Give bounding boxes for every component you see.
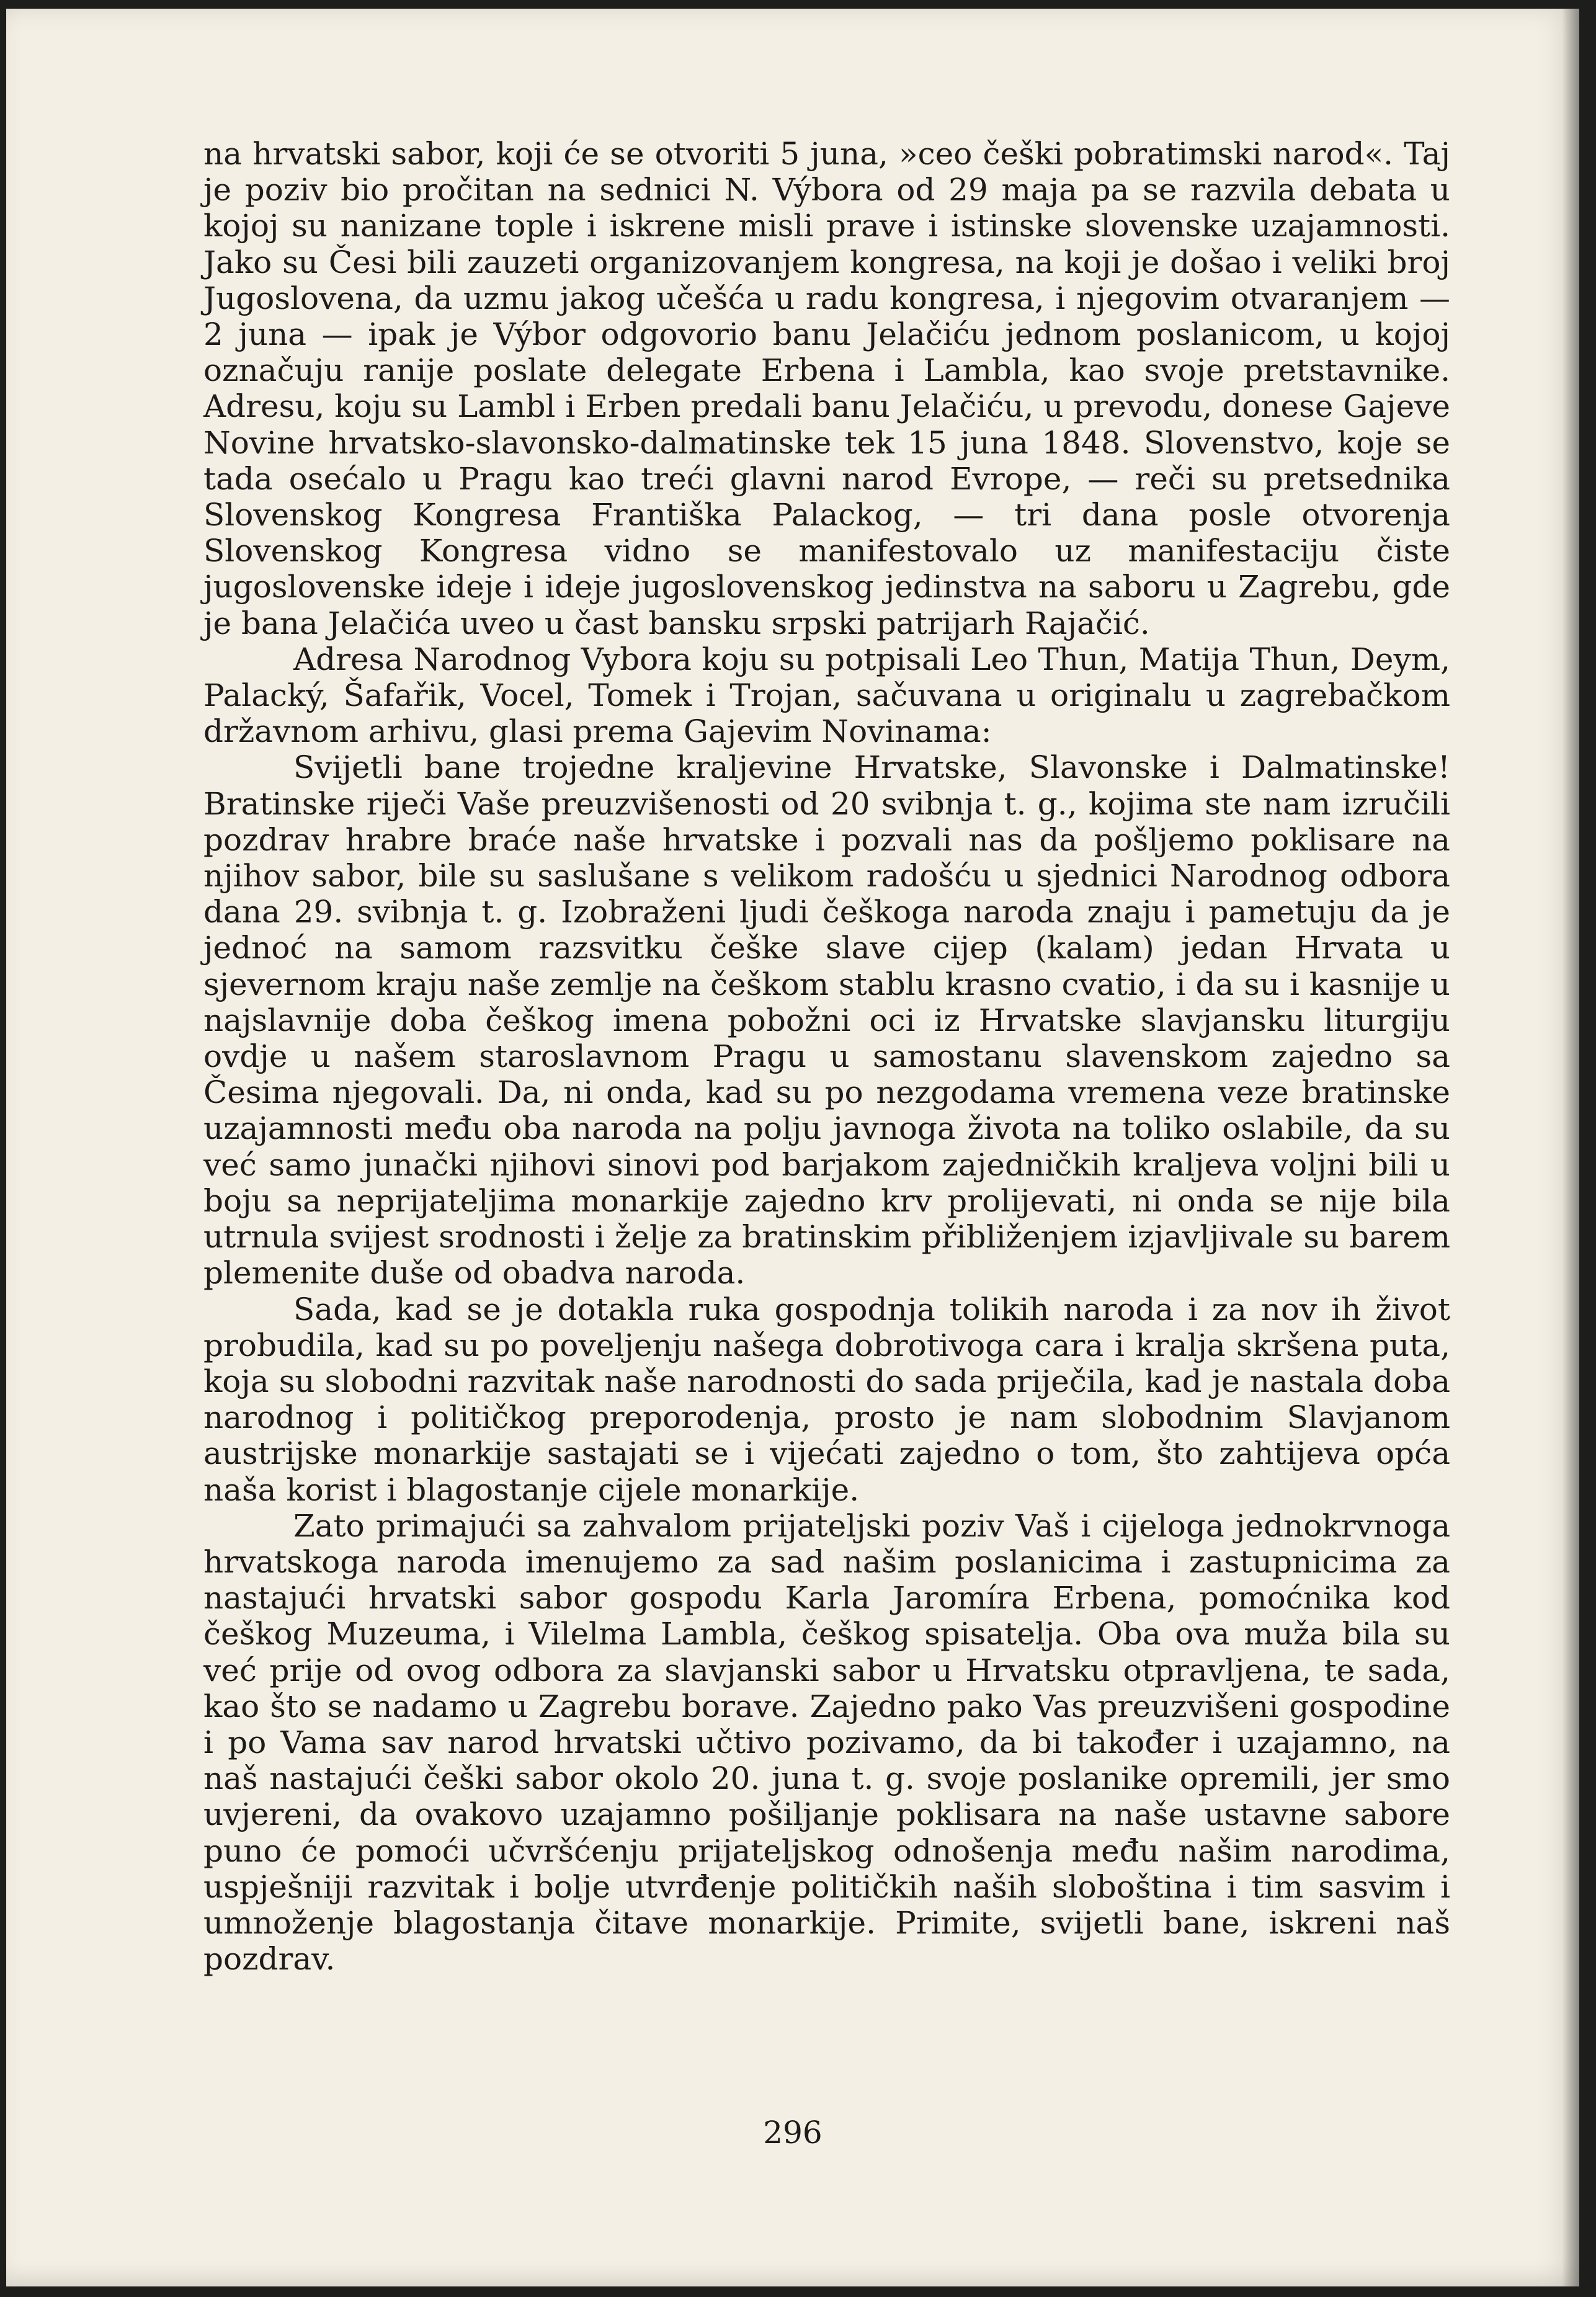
- page-number: 296: [763, 2115, 823, 2151]
- paragraph-continuation: na hrvatski sabor, koji će se otvoriti 5 juna, »ceo češki pobratimski narod«. Taj je poziv bio pročitan na sednici N. Výbora od 29 maja pa se razvila debata u kojoj su nanizane tople i iskrene misli prave i istinske slovenske uzajamnosti. Jako su Česi bili zauzeti organizovanjem kongresa, na koji je došao i veliki broj Jugoslovena, da uzmu jakog učešća u radu kongresa, i njegovim otvaranjem — 2 juna — ipak je Výbor odgovorio banu Jelačiću jednom poslanicom, u kojoj označuju ranije poslate delegate Erbena i Lambla, kao svoje pretstavnike. Adresu, koju su Lambl i Erben predali banu Jelačiću, u prevodu, donese Gajeve Novine hrvatsko-slavonsko-dalmatinske tek 15 juna 1848. Slovenstvo, koje se tada osećalo u Pragu kao treći glavni narod Evrope, — reči su pretsednika Slovenskog Kongresa Františka Palackog, — tri dana posle otvorenja Slovenskog Kongresa vidno se manifestovalo uz manifestaciju čiste jugoslovenske ideje i ideje jugoslovenskog jedinstva na saboru u Zagrebu, gde je bana Jelačića uveo u čast bansku srpski patrijarh Rajačić.: [203, 136, 1450, 641]
- book-page: [6, 9, 1579, 2286]
- page-spine-shadow: [1562, 9, 1579, 2286]
- paragraph-letter-greeting: Svijetli bane trojedne kraljevine Hrvatske, Slavonske i Dalmatinske! Bratinske riječi Vaše preuzvišenosti od 20 svibnja t. g., kojima ste nam izručili pozdrav hrabre braće naše hrvatske i pozvali nas da pošljemo poklisare na njihov sabor, bile su saslušane s velikom radošću u sjednici Narodnog odbora dana 29. svibnja t. g. Izobraženi ljudi češkoga naroda znaju i pametuju da je jednoć na samom razsvitku češke slave cijep (kalam) jedan Hrvata u sjevernom kraju naše zemlje na češkom stablu krasno cvatio, i da su i kasnije u najslavnije doba češkog imena pobožni oci iz Hrvatske slavjansku liturgiju ovdje u našem staroslavnom Pragu u samostanu slavenskom zajedno sa Česima njegovali. Da, ni onda, kad su po nezgodama vremena veze bratinske uzajamnosti među oba naroda na polju javnoga života na toliko oslabile, da su već samo junački njihovi sinovi pod barjakom zajedničkih kraljeva voljni bili u boju sa neprijateljima monarkije zajedno krv prolijevati, ni onda se nije bila utrnula svijest srodnosti i želje za bratinskim přibliženjem izjavljivale su barem plemenite duše od obadva naroda.: [203, 749, 1450, 1291]
- body-text: [203, 136, 1450, 1977]
- paragraph-letter-sada: Sada, kad se je dotakla ruka gospodnja tolikih naroda i za nov ih život probudila, kad su po poveljenju našega dobrotivoga cara i kralja skršena puta, koja su slobodni razvitak naše narodnosti do sada priječila, kad je nastala doba narodnog i političkog preporodenja, prosto je nam slobodnim Slavjanom austrijske monarkije sastajati se i vijećati zajedno o tom, što zahtijeva opća naša korist i blagostanje cijele monarkije.: [203, 1291, 1450, 1508]
- paragraph-adresa-intro: Adresa Narodnog Vybora koju su potpisali Leo Thun, Matija Thun, Deym, Palacký, Šafařik, Vocel, Tomek i Trojan, sačuvana u originalu u zagrebačkom državnom arhivu, glasi prema Gajevim Novinama:: [203, 641, 1450, 750]
- paragraph-letter-zato: Zato primajući sa zahvalom prijateljski poziv Vaš i cijeloga jednokrvnoga hrvatskoga naroda imenujemo za sad našim poslanicima i zastupnicima za nastajući hrvatski sabor gospodu Karla Jaromíra Erbena, pomoćnika kod češkog Muzeuma, i Vilelma Lambla, češkog spisatelja. Oba ova muža bila su već prije od ovog odbora za slavjanski sabor u Hrvatsku otpravljena, te sada, kao što se nadamo u Zagrebu borave. Zajedno pako Vas preuzvišeni gospodine i po Vama sav narod hrvatski učtivo pozivamo, da bi također i uzajamno, na naš nastajući češki sabor okolo 20. juna t. g. svoje poslanike opremili, jer smo uvjereni, da ovakovo uzajamno pošiljanje poklisara na naše ustavne sabore puno će pomoći učvršćenju prijateljskog odnošenja među našim narodima, uspješniji razvitak i bolje utvrđenje političkih naših sloboština i tim sasvim i umnoženje blagostanja čitave monarkije. Primite, svijetli bane, iskreni naš pozdrav.: [203, 1507, 1450, 1978]
